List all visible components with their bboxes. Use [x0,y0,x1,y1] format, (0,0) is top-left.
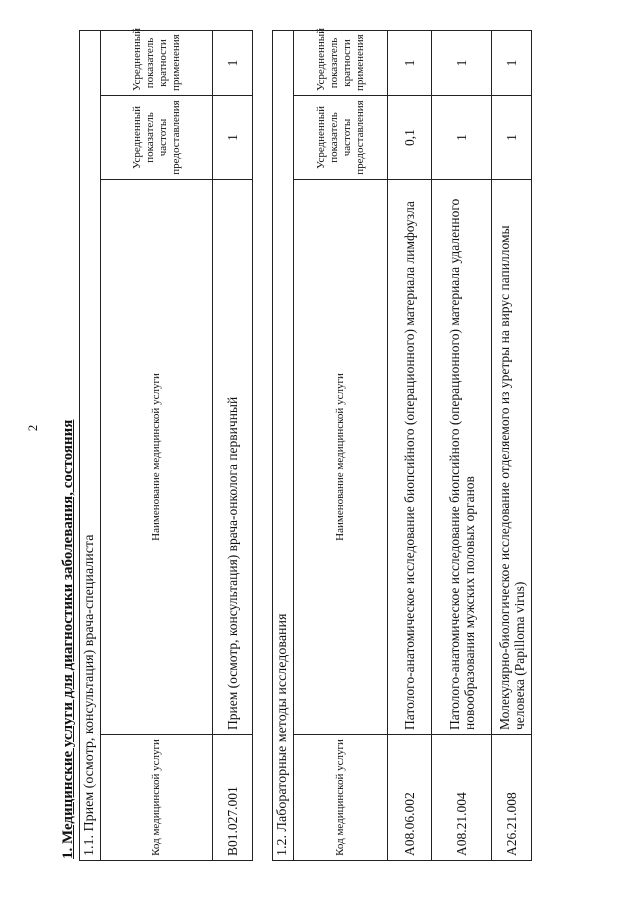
service-name: Прием (осмотр, консультация) врача-онколога первичный [213,180,253,735]
header-multiplicity: Усредненный показатель кратности применения [294,30,388,95]
header-row [101,30,213,860]
frequency-value: 1 [432,96,492,180]
frequency-value: 1 [492,96,532,180]
rotated-content [57,27,527,861]
header-name: Наименование медицинской услуги [294,180,388,735]
service-name: Патолого-анатомическое исследование биопсийного (операционного) материала лимфоузла [388,180,432,735]
table-subtitle-row [80,30,101,860]
multiplicity-value: 1 [388,30,432,95]
multiplicity-value: 1 [432,30,492,95]
laboratory-table [272,27,532,861]
header-frequency: Усредненный показатель частоты предоставления [294,96,388,180]
section-title: 1. Медицинские услуги для диагностики заболевания, состояния [60,419,76,859]
table-subtitle-row [273,30,294,860]
table-row [492,30,532,860]
table-subtitle: 1.1. Прием (осмотр, консультация) врача-специалиста [80,30,101,860]
header-code: Код медицинской услуги [294,735,388,861]
header-multiplicity: Усредненный показатель кратности применения [101,30,213,95]
table-row [213,30,253,860]
frequency-value: 0,1 [388,96,432,180]
multiplicity-value: 1 [492,30,532,95]
service-code: B01.027.001 [213,735,253,861]
service-code: A08.06.002 [388,735,432,861]
service-name: Патолого-анатомическое исследование биопсийного (операционного) материала удаленного новообразования мужских половых органов [432,180,492,735]
service-name: Молекулярно-биологическое исследование отделяемого из уретры на вирус папилломы человека (Papilloma virus) [492,180,532,735]
table-subtitle: 1.2. Лабораторные методы исследования [273,30,294,860]
header-name: Наименование медицинской услуги [101,180,213,735]
service-code: A26.21.008 [492,735,532,861]
table-row [432,30,492,860]
multiplicity-value: 1 [213,30,253,95]
page-number: 2 [25,424,40,432]
header-row [294,30,388,860]
consultation-table [79,27,253,861]
header-code: Код медицинской услуги [101,735,213,861]
service-code: A08.21.004 [432,735,492,861]
frequency-value: 1 [213,96,253,180]
header-frequency: Усредненный показатель частоты предоставления [101,96,213,180]
table-row [388,30,432,860]
